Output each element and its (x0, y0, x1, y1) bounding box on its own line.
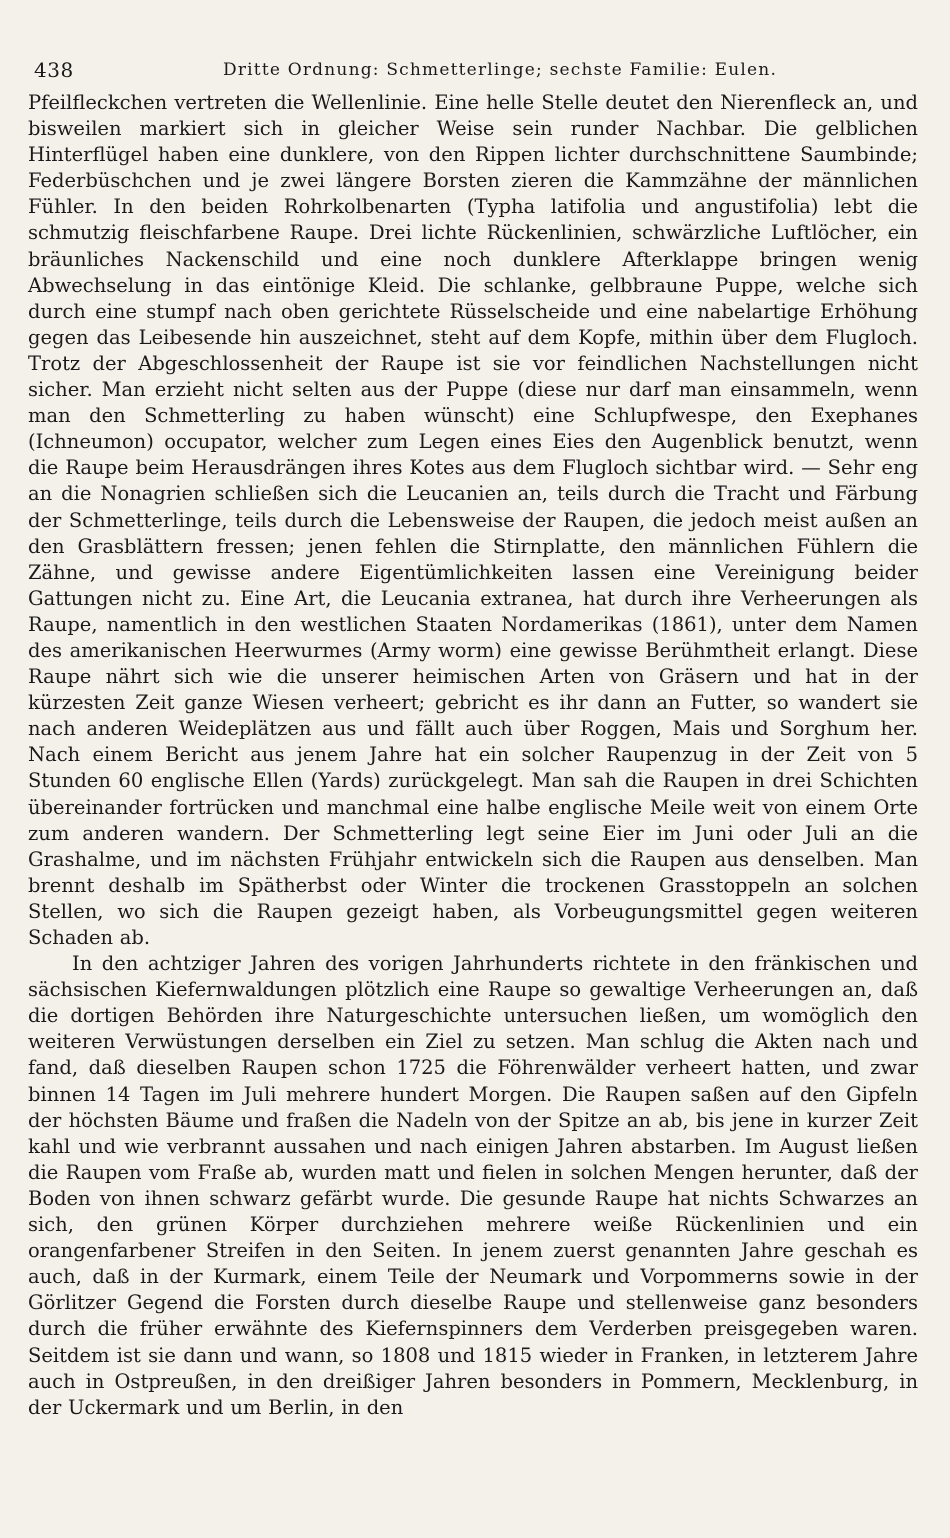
running-header (28, 50, 918, 90)
book-page (28, 50, 918, 1510)
page-number: 438 (34, 58, 74, 82)
body-paragraph-1: Pfeilfleckchen vertreten die Wellenlinie. Eine helle Stelle deutet den Nierenfleck an, und bisweilen markiert sich in gleicher Weise sein runder Nachbar. Die gelblichen Hinterflügel haben eine dunklere, von den Rippen lichter durchschnittene Saumbinde; Federbüschchen und je zwei längere Borsten zieren die Kammzähne der männlichen Fühler. In den beiden Rohrkolbenarten (Typha latifolia und angustifolia) lebt die schmutzig fleischfarbene Raupe. Drei lichte Rückenlinien, schwärzliche Luftlöcher, ein bräunliches Nackenschild und eine noch dunklere Afterklappe bringen wenig Abwechselung in das eintönige Kleid. Die schlanke, gelbbraune Puppe, welche sich durch eine stumpf nach oben gerichtete Rüsselscheide und eine nabelartige Erhöhung gegen das Leibesende hin auszeichnet, steht auf dem Kopfe, mithin über dem Flugloch. Trotz der Abgeschlossenheit der Raupe ist sie vor feindlichen Nachstellungen nicht sicher. Man erzieht nicht selten aus der Puppe (diese nur darf man einsammeln, wenn man den Schmetterling zu haben wünscht) eine Schlupfwespe, den Exephanes (Ichneumon) occupator, welcher zum Legen eines Eies den Augenblick benutzt, wenn die Raupe beim Herausdrängen ihres Kotes aus dem Flugloch sichtbar wird. — Sehr eng an die Nonagrien schließen sich die Leucanien an, teils durch die Tracht und Färbung der Schmetterlinge, teils durch die Lebensweise der Raupen, die jedoch meist außen an den Grasblättern fressen; jenen fehlen die Stirnplatte, den männlichen Fühlern die Zähne, und gewisse andere Eigentümlichkeiten lassen eine Vereinigung beider Gattungen nicht zu. Eine Art, die Leucania extranea, hat durch ihre Verheerungen als Raupe, namentlich in den westlichen Staaten Nordamerikas (1861), unter dem Namen des amerikanischen Heerwurmes (Army worm) eine gewisse Berühmtheit erlangt. Diese Raupe nährt sich wie die unserer heimischen Arten von Gräsern und hat in der kürzesten Zeit ganze Wiesen verheert; gebricht es ihr dann an Futter, so wandert sie nach anderen Weideplätzen aus und fällt auch über Roggen, Mais und Sorghum her. Nach einem Bericht aus jenem Jahre hat ein solcher Raupenzug in der Zeit von 5 Stunden 60 englische Ellen (Yards) zurückgelegt. Man sah die Raupen in drei Schichten übereinander fortrücken und manchmal eine halbe englische Meile weit von einem Orte zum anderen wandern. Der Schmetterling legt seine Eier im Juni oder Juli an die Grashalme, und im nächsten Frühjahr entwickeln sich die Raupen aus denselben. Man brennt deshalb im Spätherbst oder Winter die trockenen Grasstoppeln an solchen Stellen, wo sich die Raupen gezeigt haben, als Vorbeugungsmittel gegen weiteren Schaden ab. (28, 91, 918, 949)
running-title: Dritte Ordnung: Schmetterlinge; sechste Familie: Eulen. (223, 60, 778, 80)
body-paragraph-2: In den achtziger Jahren des vorigen Jahrhunderts richtete in den fränkischen und sächsischen Kiefernwaldungen plötzlich eine Raupe so gewaltige Verheerungen an, daß die dortigen Behörden ihre Naturgeschichte untersuchen ließen, um womöglich den weiteren Verwüstungen derselben ein Ziel zu setzen. Man schlug die Akten nach und fand, daß dieselben Raupen schon 1725 die Föhrenwälder verheert hatten, und zwar binnen 14 Tagen im Juli mehrere hundert Morgen. Die Raupen saßen auf den Gipfeln der höchsten Bäume und fraßen die Nadeln von der Spitze an ab, bis jene in kurzer Zeit kahl und wie verbrannt aussahen und nach einigen Jahren abstarben. Im August ließen die Raupen vom Fraße ab, wurden matt und fielen in solchen Mengen herunter, daß der Boden von ihnen schwarz gefärbt wurde. Die gesunde Raupe hat nichts Schwarzes an sich, den grünen Körper durchziehen mehrere weiße Rückenlinien und ein orangenfarbener Streifen in den Seiten. In jenem zuerst genannten Jahre geschah es auch, daß in der Kurmark, einem Teile der Neumark und Vorpommerns sowie in der Görlitzer Gegend die Forsten durch dieselbe Raupe und stellenweise ganz besonders durch die früher erwähnte des Kiefernspinners dem Verderben preisgegeben waren. Seitdem ist sie dann und wann, so 1808 und 1815 wieder in Franken, in letzterem Jahre auch in Ostpreußen, in den dreißiger Jahren besonders in Pommern, Mecklenburg, in der Uckermark und um Berlin, in den (28, 952, 918, 1419)
